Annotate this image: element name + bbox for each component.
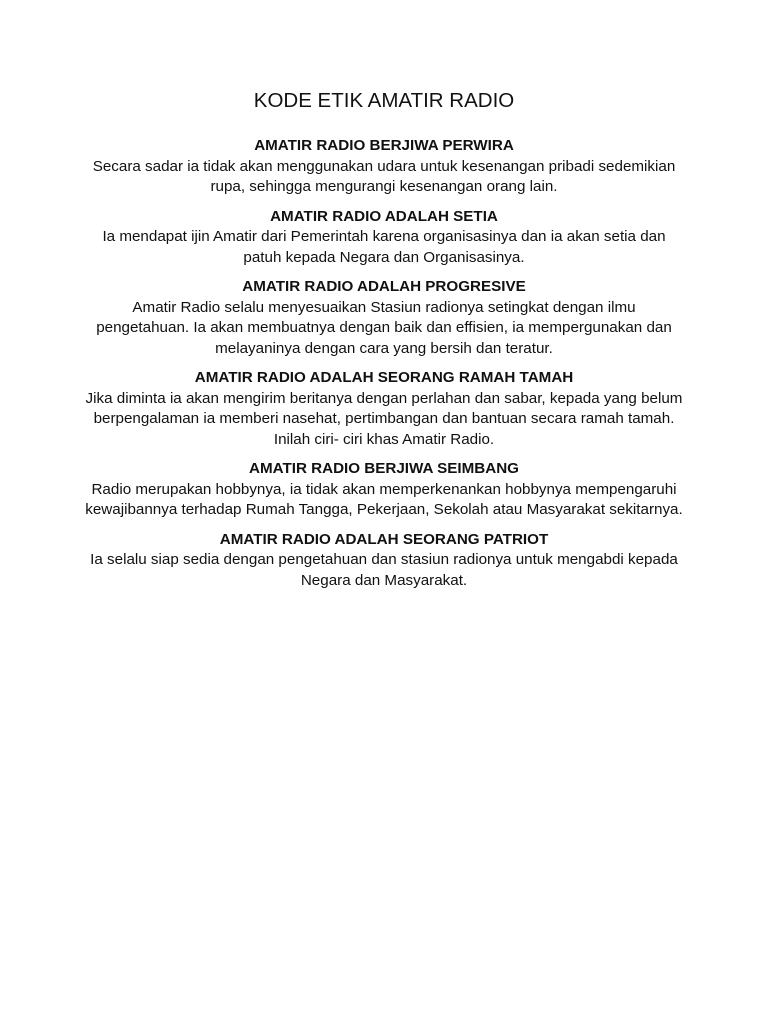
section-body: Secara sadar ia tidak akan menggunakan udara untuk kesenangan pribadi sedemikian rupa, sehingga mengurangi kesenangan orang lain. [92, 157, 676, 195]
section-heading: AMATIR RADIO ADALAH SEORANG RAMAH TAMAH [194, 369, 574, 386]
section-heading: AMATIR RADIO BERJIWA PERWIRA [254, 137, 514, 154]
section-perwira [84, 136, 684, 198]
section-progresive [84, 277, 684, 359]
section-body: Amatir Radio selalu menyesuaikan Stasiun radionya setingkat dengan ilmu pengetahuan. Ia akan membuatnya dengan baik dan effisien, ia mempergunakan dan melayaninya dengan cara yang bersih dan teratur. [96, 298, 672, 357]
section-note: Inilah ciri- ciri khas Amatir Radio. [273, 430, 495, 448]
section-body: Jika diminta ia akan mengirim beritanya dengan perlahan dan sabar, kepada yang belum berpengalaman ia memberi nasehat, pertimbangan dan bantuan secara ramah tamah. [85, 389, 683, 427]
section-body: Ia selalu siap sedia dengan pengetahuan dan stasiun radionya untuk mengabdi kepada Negara dan Masyarakat. [90, 551, 678, 589]
section-seimbang [84, 459, 684, 521]
section-heading: AMATIR RADIO ADALAH SEORANG PATRIOT [219, 530, 549, 548]
section-heading: AMATIR RADIO ADALAH SETIA [270, 207, 498, 225]
section-setia [84, 207, 684, 269]
section-heading: AMATIR RADIO BERJIWA SEIMBANG [249, 460, 519, 477]
section-body: Radio merupakan hobbynya, ia tidak akan memperkenankan hobbynya mempengaruhi kewajibannya terhadap Rumah Tangga, Pekerjaan, Sekolah atau Masyarakat sekitarnya. [85, 480, 683, 518]
document-title: KODE ETIK AMATIR RADIO [253, 89, 515, 112]
section-heading: AMATIR RADIO ADALAH PROGRESIVE [242, 278, 526, 295]
section-patriot [84, 530, 684, 592]
section-body: Ia mendapat ijin Amatir dari Pemerintah karena organisasinya dan ia akan setia dan patuh kepada Negara dan Organisasinya. [102, 228, 666, 266]
section-ramah-tamah [84, 368, 684, 450]
code-of-ethics-sections [84, 136, 684, 600]
